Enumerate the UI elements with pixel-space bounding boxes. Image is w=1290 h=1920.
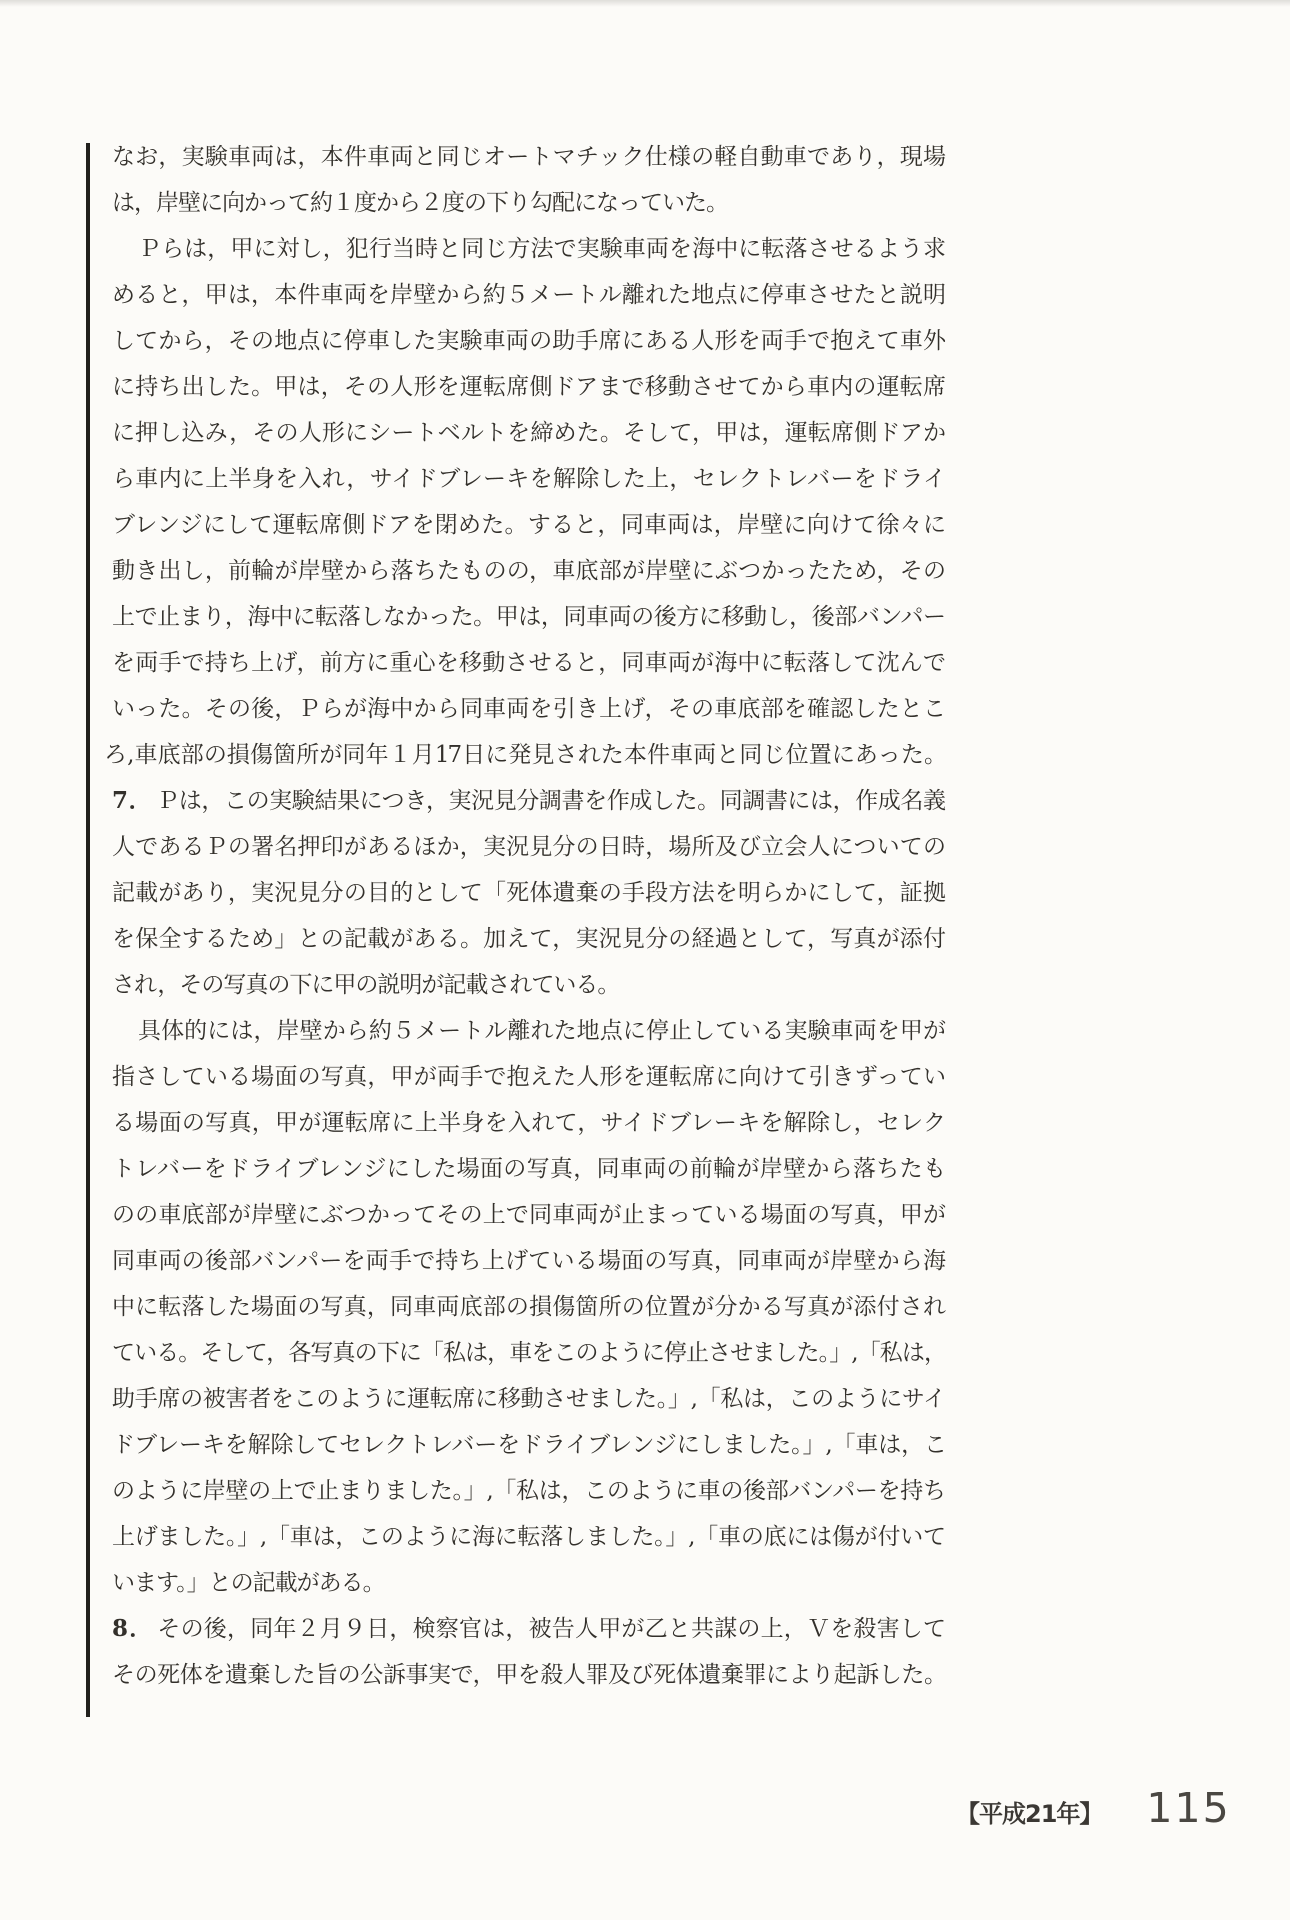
text-line: 記載があり，実況見分の目的として「死体遺棄の手段方法を明らかにして，証拠 [112, 880, 945, 906]
text-line: を両手で持ち上げ，前方に重心を移動させると，同車両が海中に転落して沈んで [112, 650, 945, 676]
text-line: を保全するため」との記載がある。加えて，実況見分の経過として，写真が添付 [112, 926, 945, 952]
text-line: ブレンジにして運転席側ドアを閉めた。すると，同車両は，岸壁に向けて徐々に [112, 512, 945, 538]
text-line: ろ,車底部の損傷箇所が同年１月17日に発見された本件車両と同じ位置にあった。 [104, 742, 945, 768]
text-line: 7． Ｐは，この実験結果につき，実況見分調書を作成した。同調書には，作成名義 [112, 787, 945, 814]
text-line: してから，その地点に停車した実験車両の助手席にある人形を両手で抱えて車外 [112, 328, 945, 354]
text-line: 具体的には，岸壁から約５メートル離れた地点に停止している実験車両を甲が [138, 1018, 945, 1044]
text-line: 上げました。」,「車は，このように海に転落しました。」,「車の底には傷が付いて [112, 1524, 945, 1550]
text-line: 指さしている場面の写真，甲が両手で抱えた人形を運転席に向けて引きずってい [112, 1064, 945, 1090]
text-block [104, 134, 945, 1698]
text-line: めると，甲は，本件車両を岸壁から約５メートル離れた地点に停車させたと説明 [112, 282, 945, 308]
text-line: ら車内に上半身を入れ，サイドブレーキを解除した上，セレクトレバーをドライ [112, 466, 945, 492]
text-line: 8． その後，同年２月９日，検察官は，被告人甲が乙と共謀の上，Ｖを殺害して [112, 1615, 945, 1642]
text-line: なお，実験車両は，本件車両と同じオートマチック仕様の軽自動車であり，現場 [112, 144, 945, 170]
text-line: に持ち出した。甲は，その人形を運転席側ドアまで移動させてから車内の運転席 [112, 374, 945, 400]
text-line: 中に転落した場面の写真，同車両底部の損傷箇所の位置が分かる写真が添付され [112, 1294, 945, 1320]
era-label: 【平成21年】 [956, 1800, 1103, 1828]
page-number: 115 [1146, 1784, 1231, 1832]
text-line: トレバーをドライブレンジにした場面の写真，同車両の前輪が岸壁から落ちたも [112, 1156, 945, 1182]
text-line: は，岸壁に向かって約１度から２度の下り勾配になっていた。 [112, 190, 728, 216]
text-line: のの車底部が岸壁にぶつかってその上で同車両が止まっている場面の写真，甲が [112, 1202, 945, 1228]
text-line: ている。そして，各写真の下に「私は，車をこのように停止させました。」,「私は， [112, 1340, 945, 1366]
text-line: います。」との記載がある。 [112, 1570, 385, 1596]
text-line: のように岸壁の上で止まりました。」,「私は，このように車の後部バンパーを持ち [112, 1478, 945, 1504]
text-line: その死体を遺棄した旨の公訴事実で，甲を殺人罪及び死体遺棄罪により起訴した。 [112, 1662, 945, 1688]
text-line: 上で止まり，海中に転落しなかった。甲は，同車両の後方に移動し，後部バンパー [112, 604, 945, 630]
scan-edge [0, 0, 1290, 7]
text-line: に押し込み，その人形にシートベルトを締めた。そして，甲は，運転席側ドアか [112, 420, 945, 446]
text-line: いった。その後，Ｐらが海中から同車両を引き上げ，その車底部を確認したとこ [112, 696, 945, 722]
text-line: Ｐらは，甲に対し，犯行当時と同じ方法で実験車両を海中に転落させるよう求 [138, 236, 945, 262]
text-line: ドブレーキを解除してセレクトレバーをドライブレンジにしました。」,「車は，こ [112, 1432, 945, 1458]
page-footer [956, 1784, 1231, 1832]
item-number: 8． [112, 1615, 154, 1642]
text-line: され，その写真の下に甲の説明が記載されている。 [112, 972, 620, 998]
text-line: る場面の写真，甲が運転席に上半身を入れて，サイドブレーキを解除し，セレク [112, 1110, 945, 1136]
text-line: 同車両の後部バンパーを両手で持ち上げている場面の写真，同車両が岸壁から海 [112, 1248, 945, 1274]
text-line: 助手席の被害者をこのように運転席に移動させました。」,「私は，このようにサイ [112, 1386, 945, 1412]
text-line: 人であるＰの署名押印があるほか，実況見分の日時，場所及び立会人についての [112, 834, 945, 860]
text-line: 動き出し，前輪が岸壁から落ちたものの，車底部が岸壁にぶつかったため，その [112, 558, 945, 584]
item-number: 7． [112, 787, 153, 814]
quote-bar [86, 143, 90, 1717]
